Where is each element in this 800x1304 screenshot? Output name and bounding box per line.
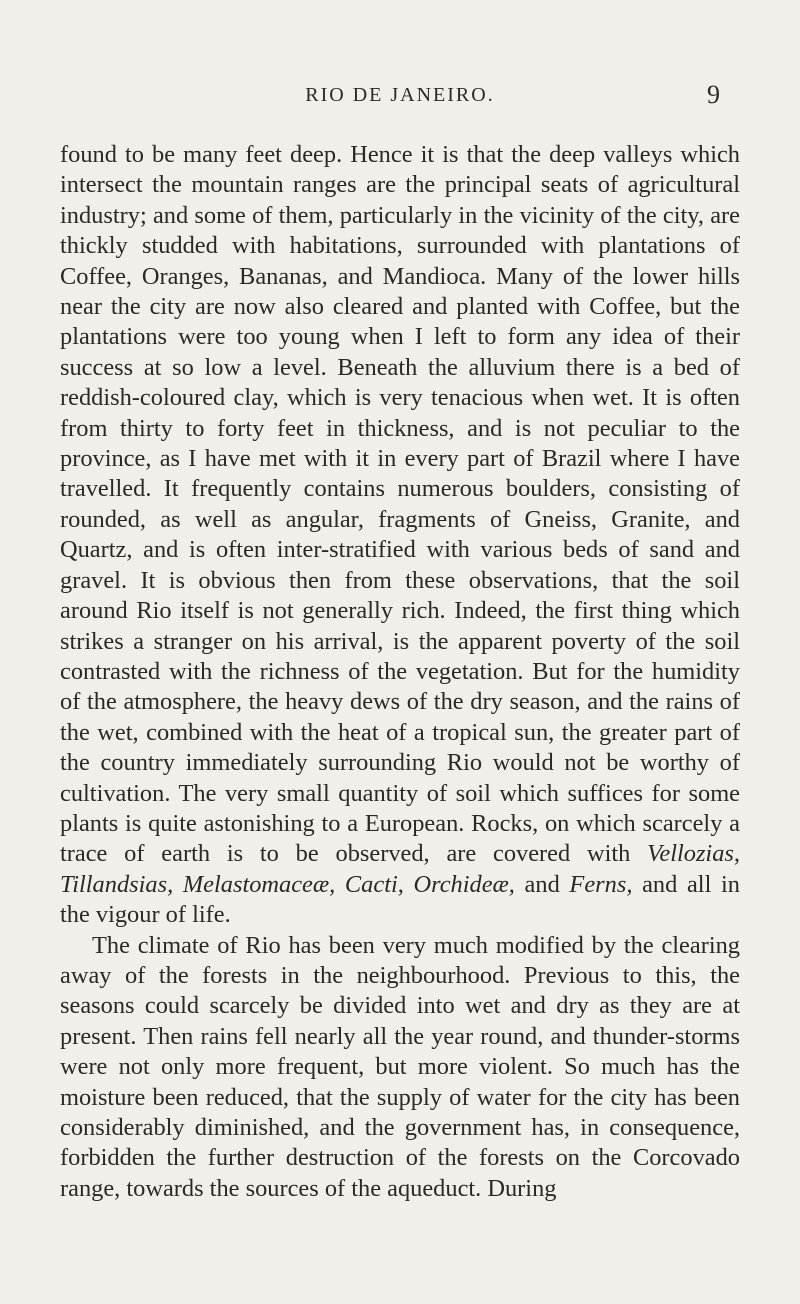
- paragraph-1-italic-ferns: Ferns,: [569, 870, 633, 898]
- running-title: RIO DE JANEIRO.: [305, 84, 495, 106]
- paragraph-1-text-b: and: [514, 870, 570, 898]
- paragraph-2: The climate of Rio has been very much modified by the clearing away of the forests in the neighbourhood. Previous to this, the seasons could scarcely be divided into wet and dry as they are at present. Then rains fell nearly all the year round, and thunder-storms were not only more frequent, but more violent. So much has the moisture been reduced, that the supply of water for the city has been considerably diminished, and the government has, in consequence, forbidden the further destruction of the forests on the Corcovado range, towards the sources of the aqueduct. During: [60, 931, 740, 1202]
- running-header: [80, 80, 720, 114]
- paragraph-1: [60, 140, 740, 931]
- page-number: 9: [707, 80, 720, 109]
- paragraph-1-text-c: and all in the vigour of life.: [60, 870, 740, 929]
- body-text: [60, 140, 740, 1204]
- paragraph-1-text-a: found to be many feet deep. Hence it is that the deep valleys which intersect the mountain ranges are the principal seats of agricultural industry; and some of them, particularly in the vicinity of the city, are thickly studded with habitations, surrounded with plantations of Coffee, Oranges, Bananas, and Mandioca. Many of the lower hills near the city are now also cleared and planted with Coffee, but the plantations were too young when I left to form any idea of their success at so low a level. Beneath the alluvium there is a bed of reddish-coloured clay, which is very tenacious when wet. It is often from thirty to forty feet in thickness, and is not peculiar to the province, as I have met with it in every part of Brazil where I have travelled. It frequently contains numerous boulders, consisting of rounded, as well as angular, fragments of Gneiss, Granite, and Quartz, and is often inter-stratified with various beds of sand and gravel. It is obvious then from these observations, that the soil around Rio itself is not generally rich. Indeed, the first thing which strikes a stranger on his arrival, is the apparent poverty of the soil contrasted with the richness of the vegetation. But for the humidity of the atmosphere, the heavy dews of the dry season, and the rains of the wet, combined with the heat of a tropical sun, the greater part of the country immediately surrounding Rio would not be worthy of cultivation. The very small quantity of soil which suffices for some plants is quite astonishing to a European. Rocks, on which scarcely a trace of earth is to be observed, are covered with: [60, 141, 740, 868]
- paragraph-1-italic-plants: Vellozias, Tillandsias, Melastomaceæ, Cacti, Orchideæ,: [60, 840, 740, 898]
